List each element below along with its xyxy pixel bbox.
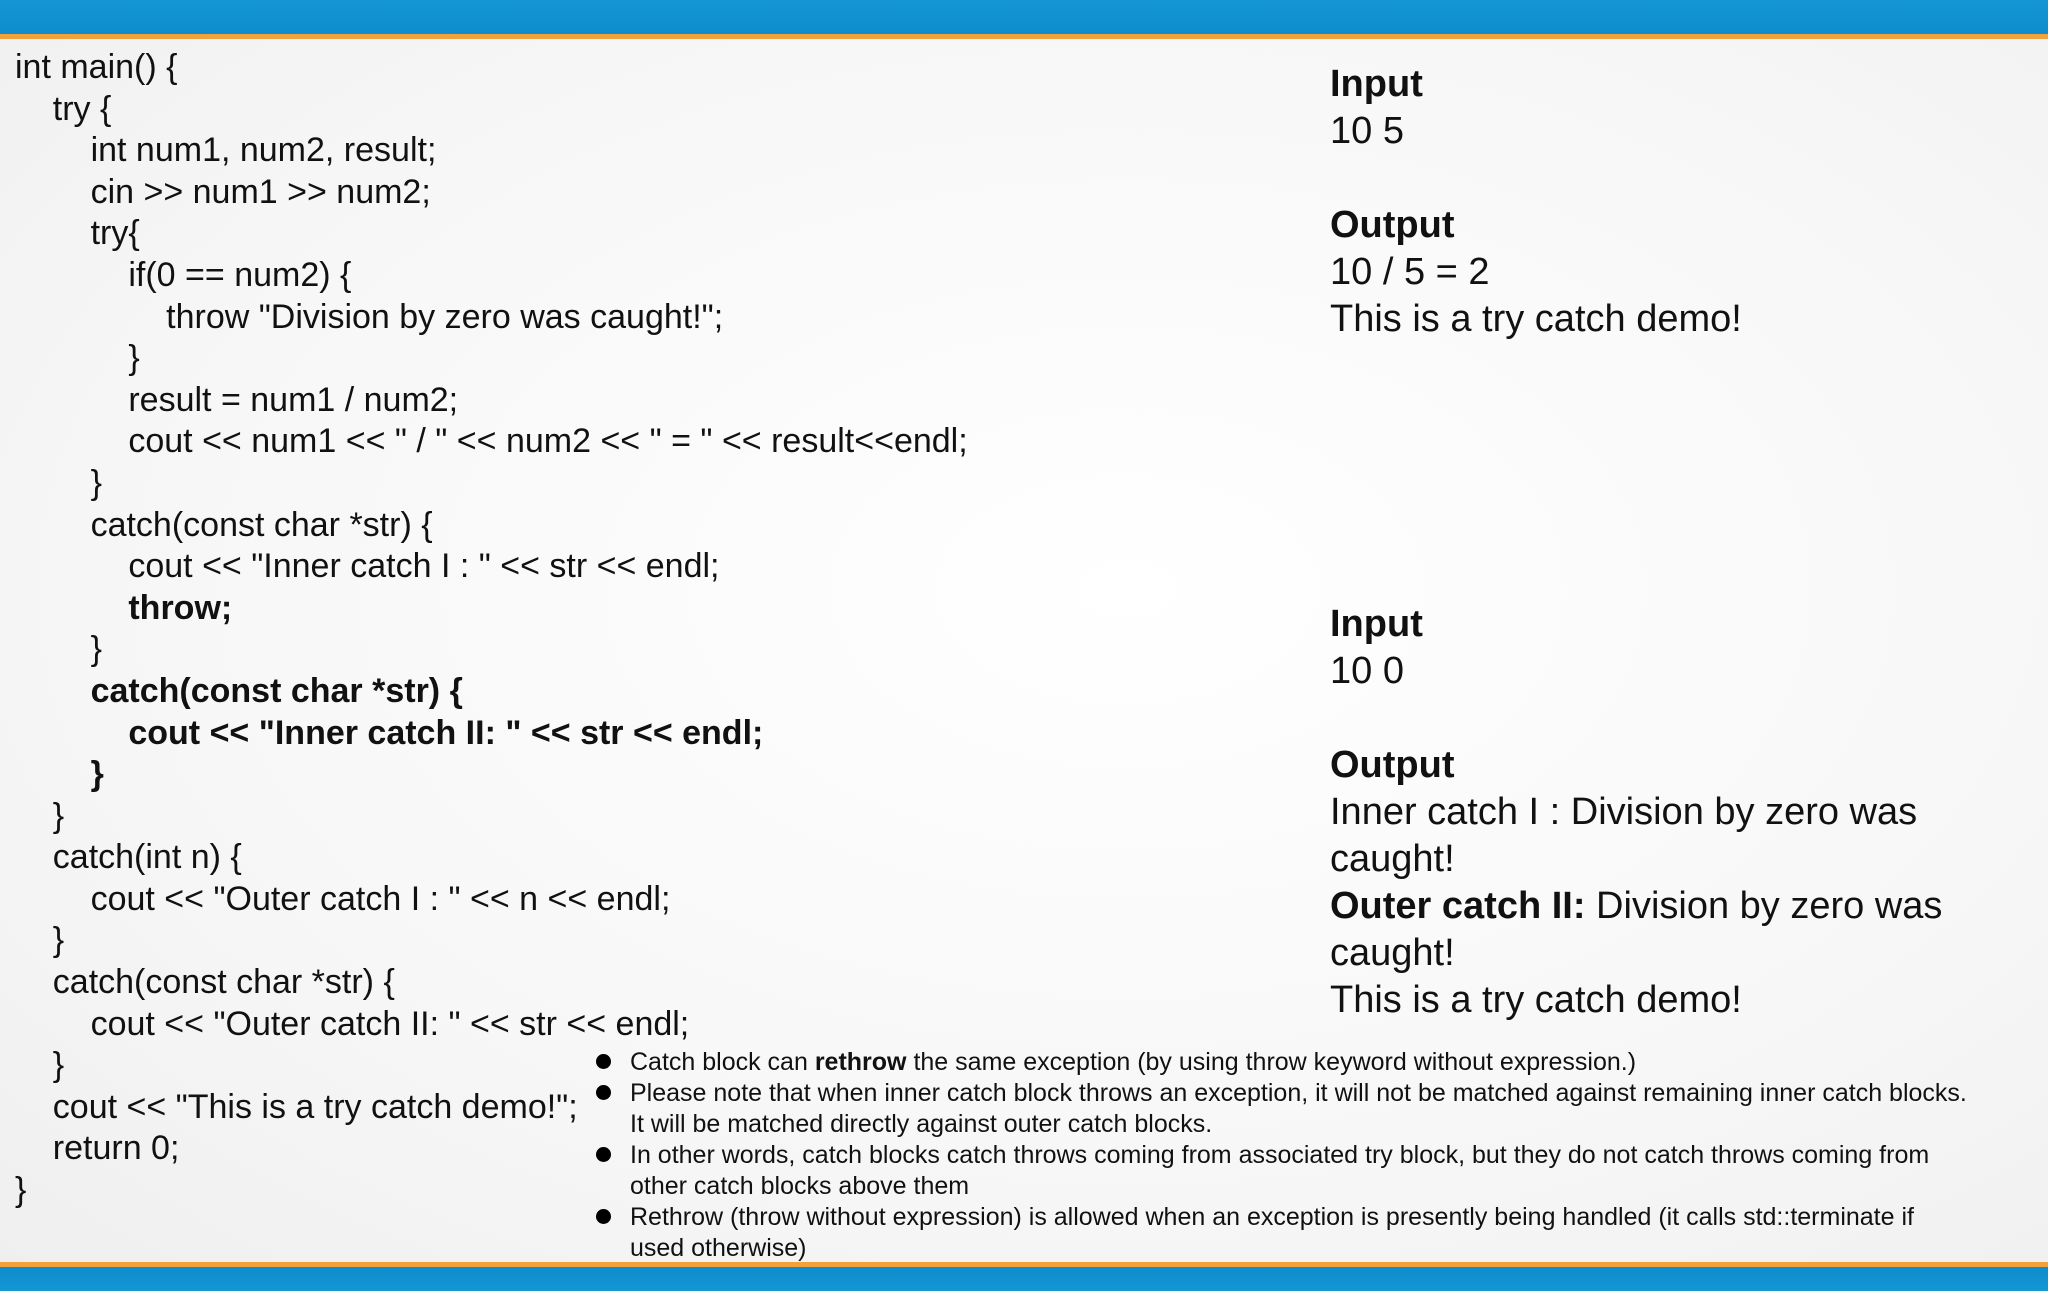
code-line: } [15, 339, 140, 378]
example-1-output-line: This is a try catch demo! [1330, 298, 1742, 340]
example-1-panel [1330, 61, 2030, 343]
example-2-input-value: 10 0 [1330, 650, 1404, 692]
code-line: } [15, 755, 104, 794]
note-item [594, 1047, 2034, 1078]
note-item [594, 1078, 2034, 1140]
code-line: throw; [15, 588, 233, 627]
code-line: int main() { [15, 48, 178, 86]
example-2-output-line: caught! [1330, 838, 1455, 880]
code-line: } [15, 630, 102, 669]
example-2-output-line: Inner catch I : Division by zero was [1330, 791, 1918, 833]
code-line: cout << "Inner catch II: " << str << endl; [15, 713, 764, 752]
code-listing [15, 47, 968, 1212]
example-1-input-value: 10 5 [1330, 110, 1404, 152]
code-line: result = num1 / num2; [15, 380, 459, 419]
example-2-input-heading: Input [1330, 603, 1423, 645]
example-2-output-bold: Outer catch II: [1330, 885, 1586, 927]
code-line: catch(const char *str) { [15, 505, 433, 544]
code-line: cin >> num1 >> num2; [15, 172, 431, 211]
code-line: } [15, 463, 102, 502]
code-line: cout << "Outer catch II: " << str << endl; [15, 1004, 690, 1043]
spacer [1330, 155, 2030, 202]
example-2-output-heading: Output [1330, 744, 1455, 786]
code-line: } [15, 1046, 65, 1085]
example-2-output-line: caught! [1330, 932, 1455, 974]
code-line: cout << "Inner catch I : " << str << endl; [15, 547, 720, 586]
code-line: catch(const char *str) { [15, 963, 395, 1002]
code-line: catch(int n) { [15, 838, 242, 877]
note-item [594, 1140, 2034, 1202]
note-text: the same exception (by using throw keyword without expression.) [906, 1048, 1637, 1076]
code-line: return 0; [15, 1129, 180, 1168]
code-line: } [15, 921, 65, 960]
code-line: try{ [15, 214, 140, 253]
notes-list [594, 1047, 2034, 1264]
code-line: throw "Division by zero was caught!"; [15, 297, 724, 336]
example-2-panel [1330, 601, 2030, 1024]
bullet-icon [596, 1054, 611, 1069]
example-2-output-line: This is a try catch demo! [1330, 979, 1742, 1021]
note-item [594, 1202, 2034, 1264]
example-1-input-heading: Input [1330, 63, 1423, 105]
bottom-banner [0, 1262, 2048, 1291]
code-line: } [15, 796, 65, 835]
code-line: if(0 == num2) { [15, 255, 352, 294]
code-line: catch(const char *str) { [15, 671, 463, 710]
bullet-icon [596, 1209, 611, 1224]
note-text: used otherwise) [630, 1234, 807, 1262]
bullet-icon [596, 1085, 611, 1100]
note-bold-text: rethrow [814, 1048, 907, 1076]
spacer [1330, 695, 2030, 742]
top-banner [0, 0, 2048, 39]
code-line: cout << "This is a try catch demo!"; [15, 1087, 578, 1126]
note-text: Rethrow (throw without expression) is allowed when an exception is presently being handled (it calls std::terminate if [630, 1203, 1914, 1231]
note-text: It will be matched directly against outer catch blocks. [630, 1110, 1213, 1138]
example-1-output-line: 10 / 5 = 2 [1330, 251, 1490, 293]
bullet-icon [596, 1147, 611, 1162]
code-line: cout << num1 << " / " << num2 << " = " << result<<endl; [15, 422, 968, 461]
code-line: try { [15, 89, 112, 128]
code-line: cout << "Outer catch I : " << n << endl; [15, 879, 671, 918]
note-text: other catch blocks above them [630, 1172, 970, 1200]
code-line: int num1, num2, result; [15, 131, 437, 170]
example-2-output-line [1330, 883, 2030, 930]
note-text: In other words, catch blocks catch throws coming from associated try block, but they do not catch throws coming from [630, 1141, 1930, 1169]
note-text: Catch block can [630, 1048, 815, 1076]
code-line: } [15, 1171, 27, 1210]
note-text: Please note that when inner catch block throws an exception, it will not be matched against remaining inner catch blocks. [630, 1079, 1967, 1107]
example-1-output-heading: Output [1330, 204, 1455, 246]
example-2-output-rest: Division by zero was [1585, 885, 1943, 927]
